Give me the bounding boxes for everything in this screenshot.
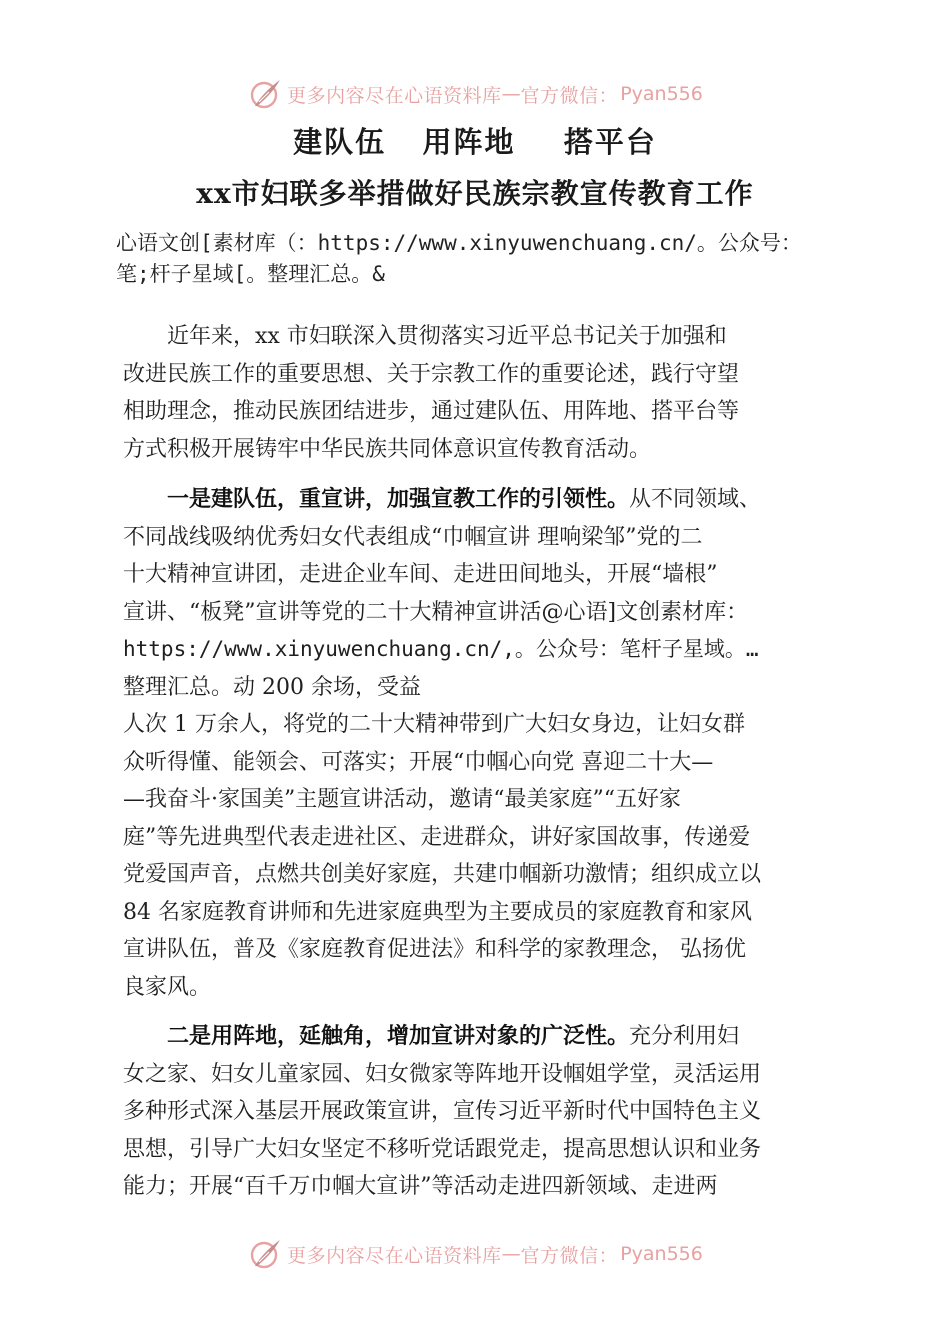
paragraph-line: 宣讲队伍，普及《家庭教育促进法》和科学的家教理念， 弘扬优	[123, 937, 746, 962]
paragraph-line: —我奋斗·家国美”主题宣讲活动，邀请“最美家庭”“五好家	[123, 787, 681, 812]
paragraph-line: 人次 1 万余人，将党的二十大精神带到广大妇女身边，让妇女群	[123, 712, 745, 737]
paragraph-line	[123, 481, 843, 519]
section-one-lead-rest: 从不同领域、	[629, 487, 762, 512]
watermark-banner-top	[0, 72, 950, 116]
paragraph-line: 众听得懂、能领会、可落实；开展“巾帼心向党 喜迎二十大—	[123, 749, 714, 775]
watermark-separator: —	[501, 1243, 521, 1265]
watermark-banner-bottom	[0, 1232, 950, 1276]
paragraph-line: 84 名家庭教育讲师和先进家庭典型为主要成员的家庭教育和家风	[123, 899, 752, 925]
paragraph-line: 方式积极开展铸牢中华民族共同体意识宣传教育活动。	[123, 436, 652, 462]
paragraph-line: 不同战线吸纳优秀妇女代表组成“巾帼宣讲 理响梁邹”党的二	[123, 524, 703, 550]
section-two-paragraph	[123, 1018, 843, 1206]
paragraph-line: 能力；开展“百千万巾帼大宣讲”等活动走进四新领域、走进两	[123, 1174, 718, 1199]
watermark-wechat-prefix: 官方微信：	[520, 84, 619, 107]
watermark-wechat-id: Pyan556	[620, 1243, 703, 1265]
watermark-wechat-id: Pyan556	[620, 83, 703, 105]
paragraph-line: 整理汇总。动 200 余场，受益	[123, 674, 421, 700]
paragraph-line: 相助理念，推动民族团结进步，通过建队伍、用阵地、搭平台等	[123, 399, 740, 424]
watermark-text: 更多内容尽在心语资料库	[287, 1244, 502, 1267]
section-two-lead-rest: 充分利用妇	[629, 1024, 740, 1049]
section-two-heading: 二是用阵地，延触角，增加宣讲对象的广泛性。	[167, 1024, 630, 1049]
section-one-heading: 一是建队伍，重宣讲，加强宣教工作的引领性。	[167, 487, 630, 512]
intro-paragraph	[123, 318, 843, 468]
paragraph-line: 改进民族工作的重要思想、关于宗教工作的重要论述，践行守望	[123, 361, 740, 387]
document-subtitle: xx市妇联多举措做好民族宗教宣传教育工作	[196, 177, 754, 210]
paragraph-line: 宣讲、“板凳”宣讲等党的二十大精神宣讲活@心语]文创素材库：	[123, 599, 749, 625]
document-title: 建队伍 用阵地 搭平台	[293, 125, 657, 159]
section-one-paragraph	[123, 481, 843, 1006]
source-note	[116, 228, 876, 290]
watermark-wechat-prefix: 官方微信：	[520, 1244, 619, 1267]
paragraph-line: 庭”等先进典型代表走进社区、走进群众，讲好家国故事，传递爱	[123, 824, 751, 850]
paragraph-line: 十大精神宣讲团，走进企业车间、走进田间地头，开展“墙根”	[123, 562, 718, 587]
paragraph-line: 女之家、妇女儿童家园、妇女微家等阵地开设帼姐学堂，灵活运用	[123, 1061, 762, 1087]
watermark-separator: —	[501, 83, 521, 105]
paragraph-line-url: https://www.xinyuwenchuang.cn/,。公众号：笔杆子星域。…	[123, 637, 759, 661]
source-note-line: 心语文创[素材库（：https://www.xinyuwenchuang.cn/。公众号：	[116, 231, 802, 255]
quill-logo-icon	[247, 1236, 283, 1272]
paragraph-line: 多种形式深入基层开展政策宣讲，宣传习近平新时代中国特色主义	[123, 1099, 762, 1124]
paragraph-line: 思想，引导广大妇女坚定不移听党话跟党走，提高思想认识和业务	[123, 1136, 762, 1162]
quill-logo-icon	[247, 76, 283, 112]
paragraph-line	[123, 1018, 843, 1056]
paragraph-line: 党爱国声音，点燃共创美好家庭，共建巾帼新功激情；组织成立以	[123, 862, 762, 887]
watermark-text: 更多内容尽在心语资料库	[287, 84, 502, 107]
paragraph-line: 良家风。	[123, 974, 212, 1000]
paragraph-line: 近年来，xx 市妇联深入贯彻落实习近平总书记关于加强和	[123, 324, 727, 349]
source-note-line: 笔;杆子星域[。整理汇总。&	[116, 262, 385, 286]
